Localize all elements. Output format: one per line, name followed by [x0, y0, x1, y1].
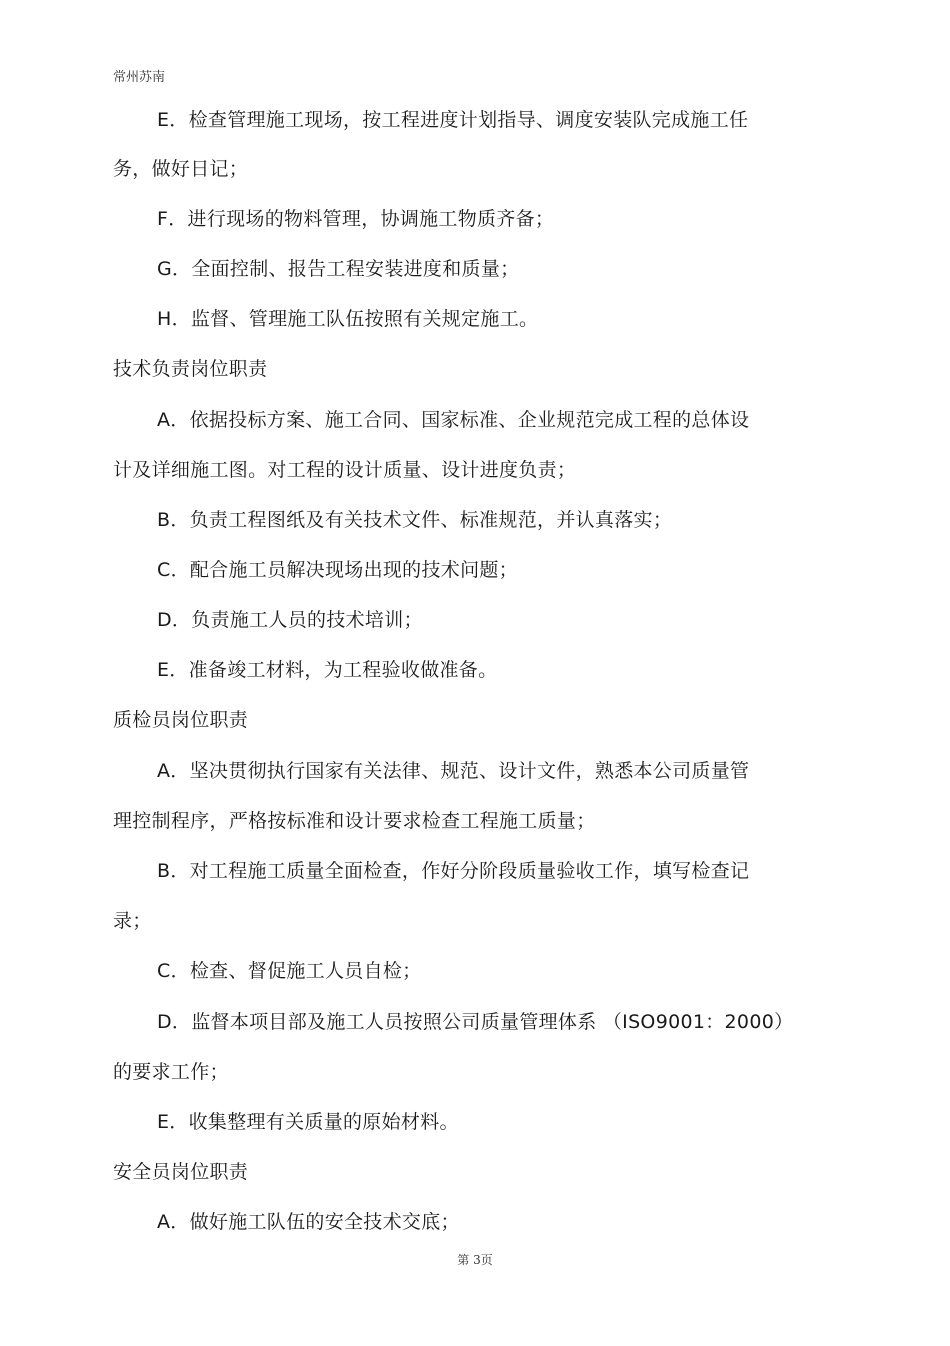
paragraph-line: C．配合施工员解决现场出现的技术问题； — [157, 559, 518, 581]
paragraph-line: 务，做好日记； — [113, 158, 249, 180]
paragraph-line: D．负责施工人员的技术培训； — [157, 609, 423, 631]
paragraph-line: G．全面控制、报告工程安装进度和质量； — [157, 258, 520, 280]
paragraph-line: F．进行现场的物料管理，协调施工物质齐备； — [157, 208, 555, 230]
page-header: 常州苏南 — [113, 70, 166, 85]
paragraph-line: B．对工程施工质量全面检查，作好分阶段质量验收工作，填写检查记 — [157, 860, 750, 882]
paragraph-line: H．监督、管理施工队伍按照有关规定施工。 — [157, 308, 539, 330]
paragraph-line: B．负责工程图纸及有关技术文件、标准规范，并认真落实； — [157, 509, 673, 531]
paragraph-line: A．做好施工队伍的安全技术交底； — [157, 1211, 460, 1233]
section-heading: 质检员岗位职责 — [113, 709, 249, 731]
paragraph-line: E．收集整理有关质量的原始材料。 — [157, 1111, 459, 1133]
paragraph-line: E．检查管理施工现场，按工程进度计划指导、调度安装队完成施工任 — [157, 109, 749, 131]
paragraph-line: 的要求工作； — [113, 1061, 229, 1083]
paragraph-line: A．坚决贯彻执行国家有关法律、规范、设计文件，熟悉本公司质量管 — [157, 760, 750, 782]
paragraph-line: A．依据投标方案、施工合同、国家标准、企业规范完成工程的总体设 — [157, 409, 750, 431]
paragraph-line: D．监督本项目部及施工人员按照公司质量管理体系 （ISO9001：2000） — [157, 1011, 794, 1033]
section-heading: 技术负责岗位职责 — [113, 358, 268, 380]
paragraph-line: C．检查、督促施工人员自检； — [157, 960, 422, 982]
section-heading: 安全员岗位职责 — [113, 1161, 249, 1183]
paragraph-line: E．准备竣工材料，为工程验收做准备。 — [157, 659, 498, 681]
paragraph-line: 录； — [113, 910, 152, 932]
paragraph-line: 理控制程序，严格按标准和设计要求检查工程施工质量； — [113, 810, 596, 832]
page-number: 第 3页 — [457, 1253, 493, 1267]
paragraph-line: 计及详细施工图。对工程的设计质量、设计进度负责； — [113, 459, 577, 481]
